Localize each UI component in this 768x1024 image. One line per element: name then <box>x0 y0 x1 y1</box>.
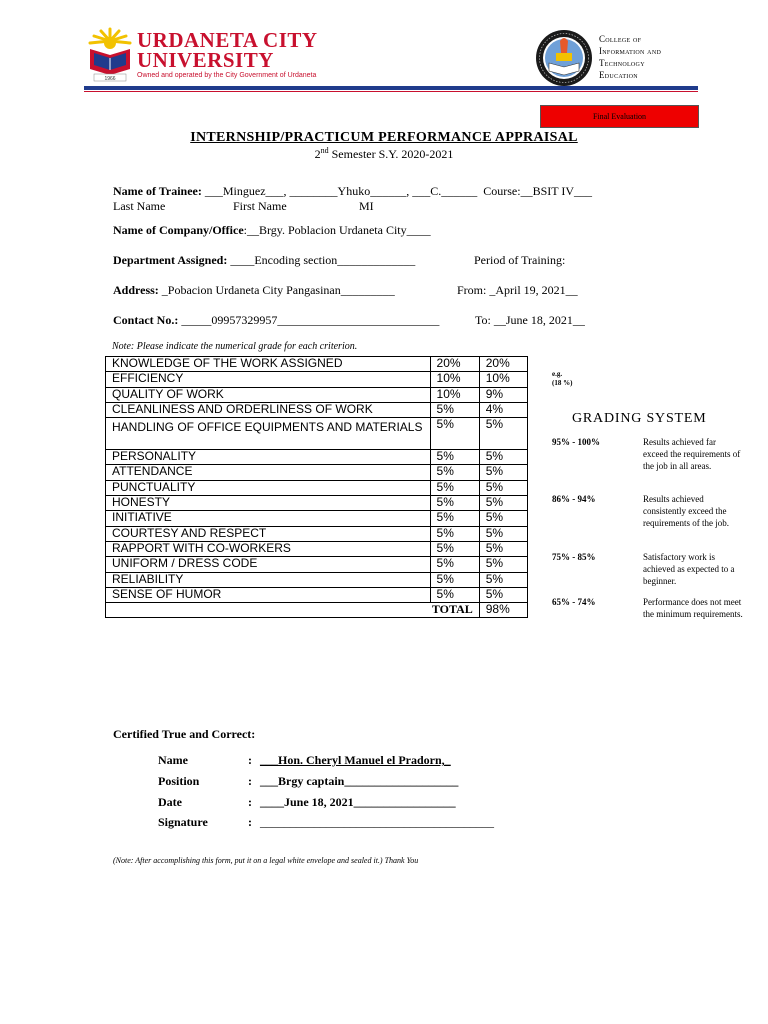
cert-signature-line: _______________________________________ <box>260 815 494 829</box>
criterion-grade: 9% <box>479 387 527 402</box>
semester-text: Semester S.Y. 2020-2021 <box>328 147 454 161</box>
total-row <box>106 603 528 618</box>
criterion-name: EFFICIENCY <box>106 372 431 387</box>
criterion-name: ATTENDANCE <box>106 465 431 480</box>
grading-range: 75% - 85% <box>552 552 596 562</box>
cert-signature-label: Signature <box>158 815 208 829</box>
criterion-weight: 5% <box>430 480 479 495</box>
cert-colon: : <box>248 753 252 767</box>
course-label: Course: <box>483 184 521 198</box>
department-row <box>113 253 415 268</box>
college-line-3: Technology <box>599 58 645 68</box>
department-value: ____Encoding section_____________ <box>230 253 416 267</box>
criterion-name: CLEANLINESS AND ORDERLINESS OF WORK <box>106 402 431 417</box>
table-row <box>106 511 528 526</box>
from-label: From: <box>457 283 487 297</box>
table-row <box>106 372 528 387</box>
total-label: TOTAL <box>106 603 480 618</box>
table-row <box>106 480 528 495</box>
criterion-name: COURTESY AND RESPECT <box>106 526 431 541</box>
logo-year: 1966 <box>104 76 116 82</box>
criterion-name: RELIABILITY <box>106 572 431 587</box>
cert-position-label: Position <box>158 774 200 788</box>
criterion-grade: 5% <box>479 450 527 465</box>
semester-suffix: nd <box>320 146 329 155</box>
cert-name-label: Name <box>158 753 188 767</box>
criterion-weight: 10% <box>430 387 479 402</box>
criterion-weight: 5% <box>430 526 479 541</box>
table-row <box>106 387 528 402</box>
criterion-grade: 5% <box>479 511 527 526</box>
sub-last-name: Last Name <box>113 199 166 213</box>
to-row <box>475 313 585 328</box>
cert-colon: : <box>248 815 252 829</box>
address-value: _Pobacion Urdaneta City Pangasinan_________ <box>161 283 395 297</box>
college-line-4: Education <box>599 70 638 80</box>
table-row <box>106 526 528 541</box>
grading-description: Results achieved consistently exceed the requirements of the job. <box>643 494 729 528</box>
company-value: :__Brgy. Poblacion Urdaneta City____ <box>243 223 431 237</box>
university-name <box>137 30 318 70</box>
form-title: INTERNSHIP/PRACTICUM PERFORMANCE APPRAISAL <box>190 130 578 145</box>
criterion-grade: 5% <box>479 557 527 572</box>
criterion-weight: 5% <box>430 572 479 587</box>
criterion-weight: 10% <box>430 372 479 387</box>
criterion-grade: 5% <box>479 526 527 541</box>
criterion-name: SENSE OF HUMOR <box>106 587 431 602</box>
from-value: _April 19, 2021__ <box>489 283 578 297</box>
cert-name-value: ___Hon. Cheryl Manuel el Pradorn,_ <box>260 753 451 767</box>
criterion-weight: 5% <box>430 465 479 480</box>
college-seal <box>535 29 593 87</box>
criterion-name: PUNCTUALITY <box>106 480 431 495</box>
footer-note: (Note: After accomplishing this form, put it on a legal white envelope and sealed it.) Thank You <box>113 856 419 865</box>
trainee-row: Name of Trainee: ___Minguez___, ________Yhuko______, ___C.______ Course:__BSIT IV___ <box>113 184 593 198</box>
criterion-weight: 5% <box>430 402 479 417</box>
criterion-grade: 5% <box>479 541 527 556</box>
table-row <box>106 418 528 450</box>
final-evaluation-badge: Final Evaluation <box>540 105 699 128</box>
company-row <box>113 223 431 238</box>
company-label: Name of Company/Office <box>113 223 244 237</box>
criterion-name: UNIFORM / DRESS CODE <box>106 557 431 572</box>
table-row <box>106 557 528 572</box>
criterion-weight: 5% <box>430 511 479 526</box>
grading-description: Results achieved far exceed the requirements of the job in all areas. <box>643 437 741 471</box>
cert-date-value: ____June 18, 2021_________________ <box>260 795 456 809</box>
criterion-grade: 5% <box>479 418 527 450</box>
semester-ordinal: 2 <box>314 147 321 161</box>
criteria-note: Note: Please indicate the numerical grade for each criterion. <box>112 341 358 352</box>
criterion-weight: 5% <box>430 587 479 602</box>
grading-description: Performance does not meet the minimum requirements. <box>643 597 743 619</box>
contact-label: Contact No.: <box>113 313 179 327</box>
grading-range: 95% - 100% <box>552 437 600 447</box>
criterion-grade: 5% <box>479 587 527 602</box>
example-line-2: (18 %) <box>552 379 573 387</box>
criterion-name: PERSONALITY <box>106 450 431 465</box>
header-divider-accent <box>84 91 698 92</box>
college-name <box>599 33 661 81</box>
cert-colon: : <box>248 795 252 809</box>
criterion-grade: 10% <box>479 372 527 387</box>
trainee-last-name: ___Minguez___ <box>204 184 284 198</box>
grading-system-title: GRADING SYSTEM <box>572 411 707 426</box>
from-row <box>457 283 578 298</box>
contact-value: _____09957329957___________________________ <box>181 313 440 327</box>
table-row <box>106 496 528 511</box>
criterion-grade: 5% <box>479 572 527 587</box>
table-row <box>106 450 528 465</box>
to-label: To: <box>475 313 491 327</box>
example-line-1: e.g. <box>552 370 563 378</box>
header-divider <box>84 86 698 90</box>
table-row <box>106 587 528 602</box>
criterion-weight: 5% <box>430 418 479 450</box>
criterion-weight: 5% <box>430 496 479 511</box>
example-note <box>552 370 572 388</box>
university-name-line1: URDANETA CITY <box>137 28 318 52</box>
criterion-grade: 5% <box>479 465 527 480</box>
university-name-line2: UNIVERSITY <box>137 48 274 72</box>
criterion-grade: 20% <box>479 357 527 372</box>
criterion-name: INITIATIVE <box>106 511 431 526</box>
grading-description: Satisfactory work is achieved as expected to a beginner. <box>643 552 735 586</box>
criteria-table <box>105 356 528 618</box>
certification-heading: Certified True and Correct: <box>113 727 256 741</box>
total-value: 98% <box>479 603 527 618</box>
criterion-name: RAPPORT WITH CO-WORKERS <box>106 541 431 556</box>
table-row <box>106 402 528 417</box>
cert-colon: : <box>248 774 252 788</box>
grading-range: 65% - 74% <box>552 597 596 607</box>
course-value: __BSIT IV___ <box>520 184 593 198</box>
sub-first-name: First Name <box>233 199 287 213</box>
cert-position-value: ___Brgy captain___________________ <box>260 774 459 788</box>
contact-row <box>113 313 439 328</box>
table-row <box>106 465 528 480</box>
period-label: Period of Training: <box>474 253 566 267</box>
trainee-label: Name of Trainee: <box>113 184 202 198</box>
to-value: __June 18, 2021__ <box>493 313 585 327</box>
college-line-1: College of <box>599 34 642 44</box>
criterion-grade: 4% <box>479 402 527 417</box>
criterion-weight: 20% <box>430 357 479 372</box>
department-label: Department Assigned: <box>113 253 228 267</box>
university-logo <box>84 27 136 83</box>
address-row <box>113 283 395 298</box>
university-subtitle: Owned and operated by the City Government of Urdaneta <box>137 72 317 79</box>
criterion-weight: 5% <box>430 450 479 465</box>
trainee-first-name: ________Yhuko______ <box>289 184 407 198</box>
trainee-mi: ___C.______ <box>412 184 478 198</box>
criterion-name: HONESTY <box>106 496 431 511</box>
grading-range: 86% - 94% <box>552 494 596 504</box>
table-row <box>106 572 528 587</box>
criterion-grade: 5% <box>479 480 527 495</box>
address-label: Address: <box>113 283 159 297</box>
table-row <box>106 357 528 372</box>
college-line-2: Information and <box>599 46 662 56</box>
form-subtitle <box>0 146 768 162</box>
criterion-weight: 5% <box>430 541 479 556</box>
cert-date-label: Date <box>158 795 182 809</box>
criterion-grade: 5% <box>479 496 527 511</box>
sub-mi: MI <box>359 199 374 213</box>
criterion-name: KNOWLEDGE OF THE WORK ASSIGNED <box>106 357 431 372</box>
criterion-weight: 5% <box>430 557 479 572</box>
table-row <box>106 541 528 556</box>
criterion-name: HANDLING OF OFFICE EQUIPMENTS AND MATERIALS <box>106 418 431 450</box>
criterion-name: QUALITY OF WORK <box>106 387 431 402</box>
